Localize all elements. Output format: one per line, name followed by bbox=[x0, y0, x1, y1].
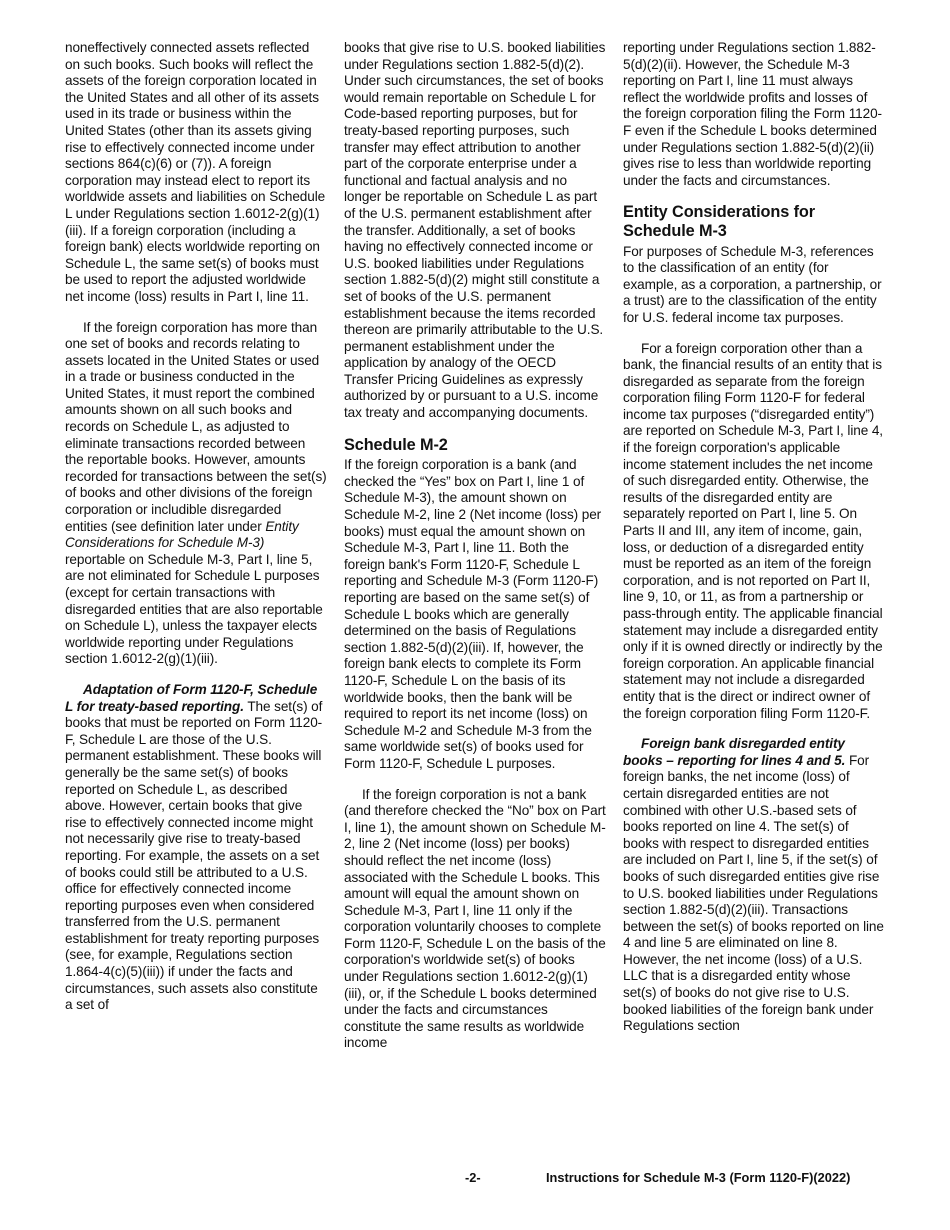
paragraph bbox=[65, 320, 327, 668]
paragraph bbox=[623, 736, 886, 1035]
paragraph bbox=[65, 682, 327, 1014]
text-column-1 bbox=[65, 40, 327, 1028]
paragraph-text: The set(s) of books that must be reported on Form 1120-F, Schedule L are those of the U.S. permanent establishment. These books will generally be the same set(s) of books reported on Schedule L, as described above. However, certain books that give rise to effectively connected income might not necessarily give rise to treaty-based reporting. For example, the assets on a set of books could still be attributed to a U.S. office for effectively connected income reporting purposes even when considered transferred from the U.S. permanent establishment for treaty reporting purposes (see, for example, Regulations section 1.864-4(c)(5)(iii)) if under the facts and circumstances, such assets also constitute a set of bbox=[65, 698, 323, 1013]
paragraph: For purposes of Schedule M-3, references to the classification of an entity (for example, as a corporation, a partnership, or a trust) are to the classification of the entity for U.S. federal income tax purposes. bbox=[623, 243, 882, 325]
page-number: -2- bbox=[465, 1170, 481, 1185]
paragraph: For a foreign corporation other than a bank, the financial results of an entity that is disregarded as separate from the foreign corporation filing Form 1120-F for federal income tax purposes (“disregarded entity”) are reported on Schedule M-3, Part I, line 4, if the foreign corporation's applicable income statement includes the net income of such disregarded entity. Otherwise, the results of the disregarded entity are separately reported on Part I, line 5. On Parts II and III, any item of income, gain, loss, or deduction of a disregarded entity must be reported as an item of the foreign corporation, and is not reported on Part II, line 9, 10, or 11, as from a partnership or pass-through entity. The applicable financial statement may include a disregarded entity only if it is owned directly or indirectly by the foreign corporation. An applicable financial statement may not include a disregarded entity that is the direct or indirect owner of the foreign corporation filing Form 1120-F. bbox=[623, 340, 883, 721]
paragraph-text: If the foreign corporation has more than one set of books and records relating to assets located in the United States or used in a trade or business conducted in the United States, it must report the combined amounts shown on all such books and records on Schedule L, as adjusted to eliminate transactions recorded between the reportable books. However, amounts recorded for transactions between the set(s) of books and other divisions of the foreign corporation or includible disregarded entities (see definition later under bbox=[65, 319, 327, 534]
paragraph-text: reportable on Schedule M-3, Part I, line 5, are not eliminated for Schedule L purposes (except for certain transactions with disregarded entities that are also reportable on Schedule L), unless the taxpayer elects worldwide reporting under Regulations section 1.6012-2(g)(1)(iii). bbox=[65, 551, 323, 667]
cross-reference: Entity Considerations for Schedule M-3) bbox=[65, 518, 299, 551]
paragraph: noneffectively connected assets reflected on such books. Such books will reflect the assets of the foreign corporation located in the United States and all other of its assets used in its trade or business within the United States (other than its assets giving rise to effectively connected income under sections 864(c)(6) or (7)). A foreign corporation may instead elect to report its worldwide assets and liabilities on Schedule L under Regulations section 1.6012-2(g)(1)(iii). If a foreign corporation (including a foreign bank) elects worldwide reporting on Schedule L, the same set(s) of books must be used to report the adjusted worldwide net income (loss) results in Part I, line 11. bbox=[65, 40, 326, 304]
paragraph: reporting under Regulations section 1.882-5(d)(2)(ii). However, the Schedule M-3 reporting on Part I, line 11 must always reflect the worldwide profits and losses of the foreign corporation filing the Form 1120-F even if the Schedule L books determined under Regulations section 1.882-5(d)(2)(ii) gives rise to less than worldwide reporting under the facts and circumstances. bbox=[623, 40, 882, 188]
section-heading: Schedule M-2 bbox=[344, 435, 448, 454]
paragraph: books that give rise to U.S. booked liabilities under Regulations section 1.882-5(d)(2). Under such circumstances, the set of books would remain reportable on Schedule L for Code-based reporting purposes, but for treaty-based reporting purposes, such transfer may effect attribution to another part of the corporate enterprise under a functional and factual analysis and no longer be reportable on Schedule L as part of the U.S. permanent establishment after the transfer. Additionally, a set of books having no effectively connected income or U.S. booked liabilities under Regulations section 1.882-5(d)(2) might still constitute a set of books of the U.S. permanent establishment because the items recorded thereon are primarily attributable to the U.S. permanent establishment under the application by analogy of the OECD Transfer Pricing Guidelines as expressly authorized by or pursuant to a U.S. income tax treaty and accompanying documents. bbox=[344, 40, 606, 421]
paragraph: If the foreign corporation is a bank (and checked the “Yes” box on Part I, line 1 of Schedule M-3), the amount shown on Schedule M-2, line 2 (Net income (loss) per books) must equal the amount shown on Schedule M-3, Part I, line 11. Both the foreign bank's Form 1120-F, Schedule L reporting and Schedule M-3 (Form 1120-F) reporting are based on the same set(s) of Schedule L books which are generally determined on the basis of Regulations section 1.882-5(d)(2)(iii). If, however, the foreign bank elects to complete its Form 1120-F, Schedule L on the basis of its worldwide books, then the bank will be required to report its net income (loss) on Schedule M-2 and Schedule M-3 from the same worldwide set(s) of books used for Form 1120-F, Schedule L purposes. bbox=[344, 457, 602, 771]
run-in-heading: Adaptation of Form 1120-F, Schedule L for treaty-based reporting. bbox=[65, 681, 318, 714]
paragraph-text: For foreign banks, the net income (loss) of certain disregarded entities are not combined with other U.S.-based sets of books reported on line 4. The set(s) of books with respect to disregarded entities are included on Part I, line 5, if the set(s) of books of such disregarded entities give rise to U.S. booked liabilities under Regulations section 1.882-5(d)(2)(iii). Transactions between the set(s) of books reported on line 4 and line 5 are eliminated on line 8. However, the net income (loss) of a U.S. LLC that is a disregarded entity whose set(s) of books do not give rise to U.S. booked liabilities of the foreign bank under Regulations section bbox=[623, 752, 884, 1034]
text-column-3 bbox=[623, 40, 886, 1049]
paragraph: If the foreign corporation is not a bank (and therefore checked the “No” box on Part I, line 1), the amount shown on Schedule M-2, line 2 (Net income (loss) per books) should reflect the net income (loss) associated with the Schedule L books. This amount will equal the amount shown on Schedule M-3, Part I, line 11 only if the corporation voluntarily chooses to complete Form 1120-F, Schedule L on the basis of the corporation's worldwide set(s) of books under Regulations section 1.6012-2(g)(1)(iii), or, if the Schedule L books determined under the facts and circumstances constitute the same results as worldwide income bbox=[344, 786, 606, 1051]
text-column-2 bbox=[344, 40, 607, 1066]
run-in-heading: Foreign bank disregarded entity books – reporting for lines 4 and 5. bbox=[623, 736, 846, 768]
section-heading: Entity Considerations for Schedule M-3 bbox=[623, 203, 815, 240]
footer-title: Instructions for Schedule M-3 (Form 1120-F)(2022) bbox=[546, 1170, 851, 1185]
